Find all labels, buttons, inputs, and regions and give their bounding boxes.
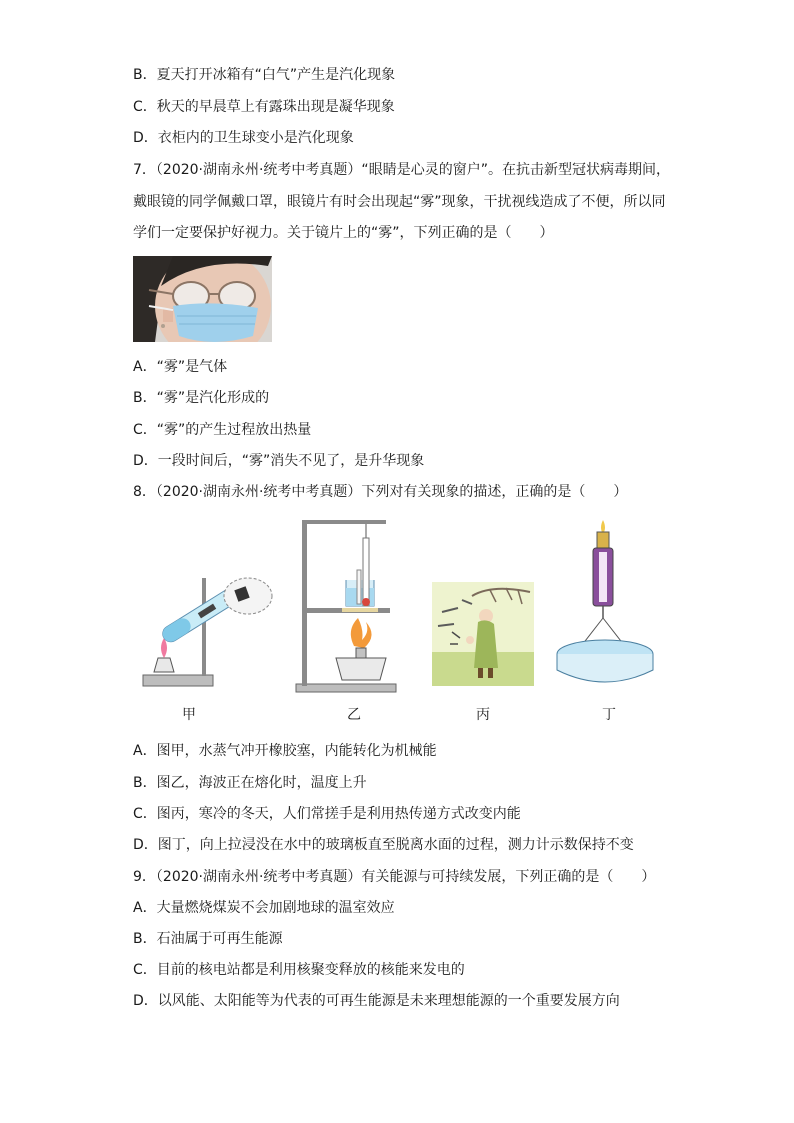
q9-option-a: A．大量燃烧煤炭不会加剧地球的温室效应	[133, 900, 395, 916]
q9-option-b: B．石油属于可再生能源	[133, 931, 283, 947]
q8-option-b: B．图乙，海波正在熔化时，温度上升	[133, 775, 367, 791]
q7-stem-line-2: 戴眼镜的同学佩戴口罩，眼镜片有时会出现起“雾”现象，干扰视线造成了不便，所以同	[133, 194, 666, 210]
q6-option-c: C．秋天的早晨草上有露珠出现是凝华现象	[133, 99, 395, 115]
q6-option-b: B．夏天打开冰箱有“白气”产生是汽化现象	[133, 67, 396, 83]
masked-person-glasses-photo	[133, 256, 272, 342]
q8-option-c: C．图丙，寒冷的冬天，人们常搓手是利用热传递方式改变内能	[133, 806, 521, 822]
figure-jia-test-tube	[140, 570, 275, 690]
q8-option-d: D．图丁，向上拉浸没在水中的玻璃板直至脱离水面的过程，测力计示数保持不变	[133, 837, 634, 853]
figure-bing-cold-winter-scene	[432, 582, 534, 686]
figure-yi-melting-apparatus	[292, 518, 400, 694]
caption-jia: 甲	[182, 707, 196, 723]
q8-stem: 8．（2020·湖南永州·统考中考真题）下列对有关现象的描述，正确的是（ ）	[133, 484, 628, 500]
q7-stem-line-3: 学们一定要保护好视力。关于镜片上的“雾”，下列正确的是（ ）	[133, 225, 554, 241]
caption-yi: 乙	[347, 707, 361, 723]
caption-ding: 丁	[602, 707, 616, 723]
q9-option-c: C．目前的核电站都是利用核聚变释放的核能来发电的	[133, 962, 465, 978]
q7-option-b: B．“雾”是汽化形成的	[133, 390, 270, 406]
q7-option-d: D．一段时间后，“雾”消失不见了，是升华现象	[133, 453, 425, 469]
q8-option-a: A．图甲，水蒸气冲开橡胶塞，内能转化为机械能	[133, 743, 437, 759]
figure-ding-spring-scale-water	[555, 518, 663, 694]
q7-stem-line-1: 7．（2020·湖南永州·统考中考真题）“眼睛是心灵的窗户”。在抗击新型冠状病毒期间，	[133, 162, 670, 178]
q9-option-d: D．以风能、太阳能等为代表的可再生能源是未来理想能源的一个重要发展方向	[133, 993, 620, 1009]
q7-option-a: A．“雾”是气体	[133, 359, 228, 375]
q7-option-c: C．“雾”的产生过程放出热量	[133, 422, 312, 438]
caption-bing: 丙	[476, 707, 490, 723]
q6-option-d: D．衣柜内的卫生球变小是汽化现象	[133, 130, 354, 146]
q9-stem: 9．（2020·湖南永州·统考中考真题）有关能源与可持续发展，下列正确的是（ ）	[133, 869, 656, 885]
